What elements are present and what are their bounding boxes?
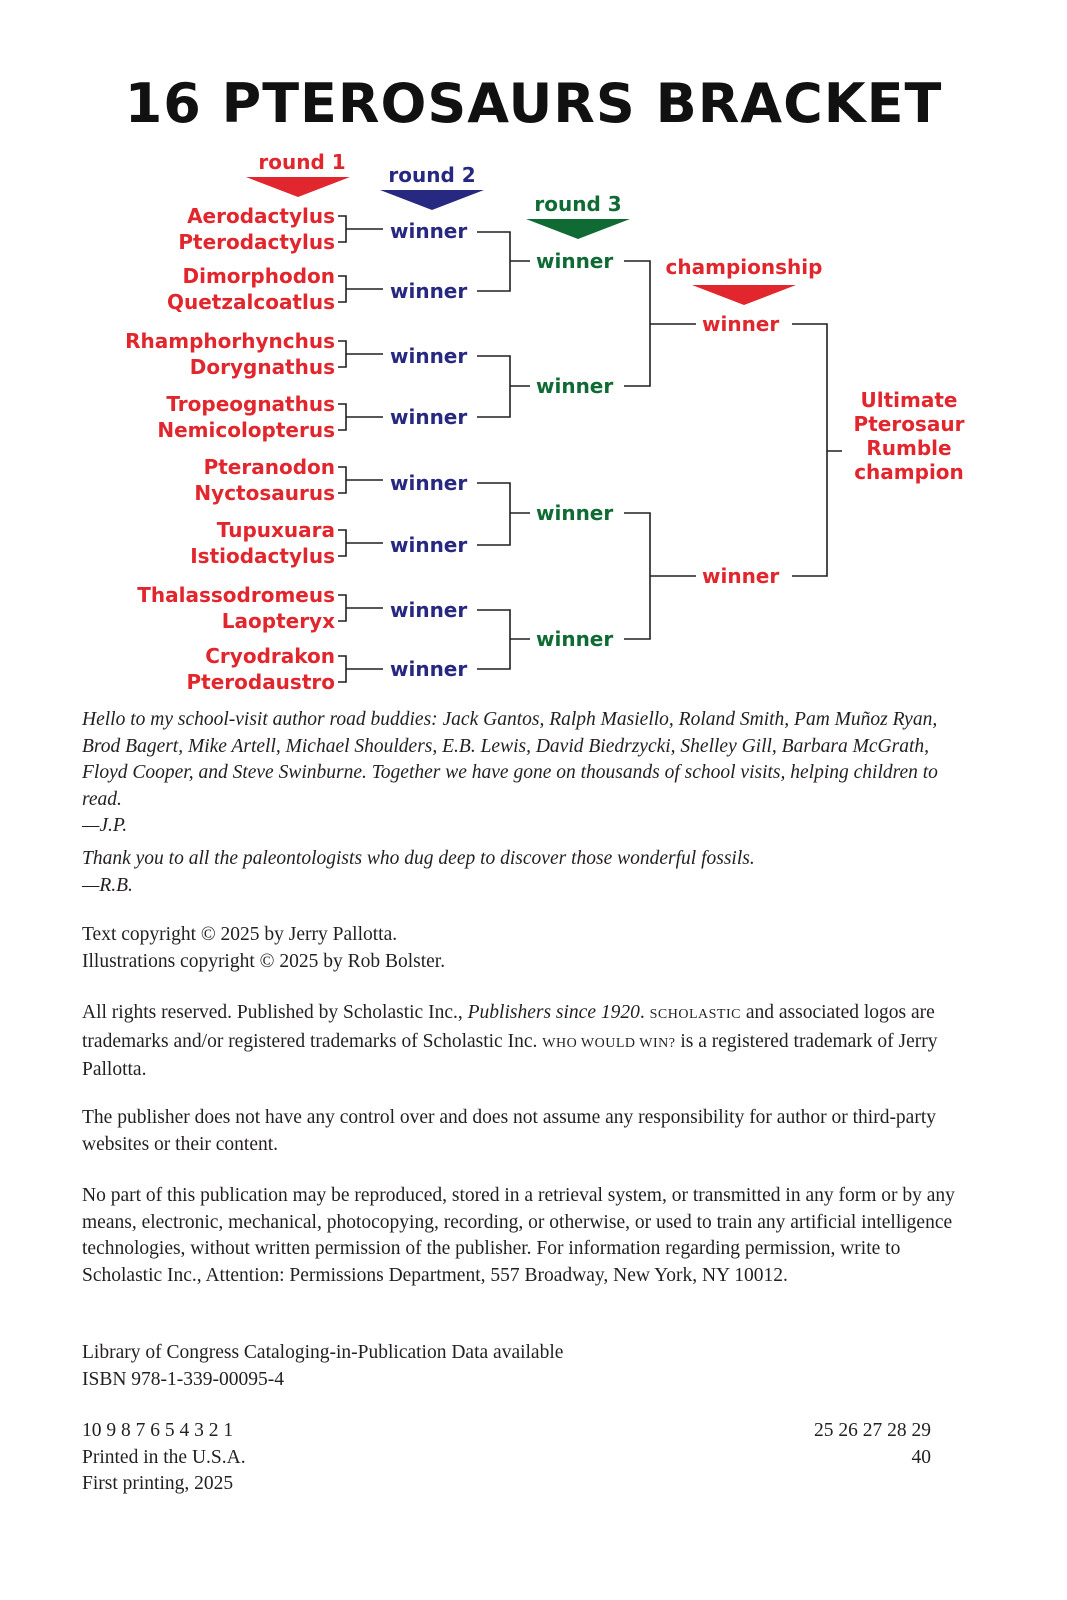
round3-winner-4: winner [536, 627, 614, 651]
competitor-pterodactylus: Pterodactylus [178, 230, 335, 254]
scholastic-trademark: SCHOLASTIC [649, 1007, 741, 1022]
champion-line-3: Rumble [866, 436, 952, 460]
dedication-rb-signature: —R.B. [82, 874, 133, 896]
rights-part2: . [639, 1002, 650, 1023]
r1-bracket-6 [338, 530, 383, 556]
round2-arrow [380, 190, 484, 210]
round2-winner-8: winner [390, 657, 468, 681]
publishers-since: Publishers since 1920 [467, 1002, 640, 1023]
r1-bracket-8 [338, 656, 383, 682]
rights-statement [82, 1000, 962, 1084]
round2-winner-1: winner [390, 219, 468, 243]
dedication-jp [82, 707, 972, 840]
r2-bracket-4 [477, 610, 530, 669]
champion-label [844, 388, 974, 484]
dedication-rb [82, 846, 972, 899]
championship-label: championship [665, 255, 823, 279]
competitor-thalassodromeus: Thalassodromeus [137, 583, 335, 607]
printing-numbers: 10 9 8 7 6 5 4 3 2 1 [82, 1420, 234, 1441]
competitor-laopteryx: Laopteryx [221, 609, 335, 633]
r1-bracket-1 [338, 216, 383, 242]
disclaimer: The publisher does not have any control over and does not assume any responsibility for author or third-party websites or their content. [82, 1107, 937, 1155]
illustrations-copyright: Illustrations copyright © 2025 by Rob Bolster. [82, 950, 446, 972]
round1-arrow [246, 177, 350, 197]
text-copyright: Text copyright © 2025 by Jerry Pallotta. [82, 924, 398, 945]
champion-line-4: champion [854, 460, 964, 484]
championship-arrow [692, 285, 796, 305]
round3-winner-2: winner [536, 374, 614, 398]
round2-winner-5: winner [390, 471, 468, 495]
round2-winner-7: winner [390, 598, 468, 622]
competitor-pteranodon: Pteranodon [203, 455, 335, 479]
r1-bracket-2 [338, 276, 383, 302]
competitor-rhamphorhynchus: Rhamphorhynchus [125, 329, 335, 353]
competitor-nemicolopterus: Nemicolopterus [157, 418, 335, 442]
round3-winner-1: winner [536, 249, 614, 273]
printing-right [731, 1418, 931, 1471]
rights-part4: is a registered trademark of Jerry Pallotta. [82, 1030, 938, 1080]
competitor-quetzalcoatlus: Quetzalcoatlus [166, 290, 335, 314]
round2-label: round 2 [388, 163, 476, 187]
round2-winner-4: winner [390, 405, 468, 429]
printing-years: 25 26 27 28 29 [814, 1420, 931, 1441]
r1-bracket-4 [338, 404, 383, 430]
cip-data: Library of Congress Cataloging-in-Publication Data available [82, 1342, 564, 1363]
champion-line-1: Ultimate [860, 388, 958, 412]
r2-bracket-1 [477, 232, 530, 291]
dedication-jp-signature: —J.P. [82, 815, 128, 836]
r1-bracket-3 [338, 341, 383, 367]
who-would-win-trademark: WHO WOULD WIN? [542, 1035, 676, 1051]
competitor-tupuxuara: Tupuxuara [216, 518, 335, 542]
permissions-notice: No part of this publication may be reproduced, stored in a retrieval system, or transmitted in any form or by any means, electronic, mechanical, photocopying, recording, or otherwise, or used to train any artificial intelligence technologies, without written permission of the publisher. For information regarding permission, write to Scholastic Inc., Attention: Permissions Department, 557 Broadway, New York, NY 10012. [82, 1185, 955, 1286]
rights-part3: and associated logos are trademarks and/or registered trademarks of Scholastic Inc. [82, 1002, 935, 1052]
competitor-tropeognathus: Tropeognathus [166, 392, 335, 416]
cip-block [82, 1340, 982, 1393]
final-winner-1: winner [702, 312, 780, 336]
r1-bracket-5 [338, 467, 383, 493]
printing-code: 40 [911, 1446, 931, 1468]
competitor-pterodaustro: Pterodaustro [186, 670, 335, 694]
round3-winner-3: winner [536, 501, 614, 525]
competitor-istiodactylus: Istiodactylus [190, 544, 335, 568]
competitor-aerodactylus: Aerodactylus [187, 204, 335, 228]
round2-winner-2: winner [390, 279, 468, 303]
page-title: 16 PTEROSAURS BRACKET [124, 72, 943, 135]
copyright-block [82, 922, 982, 975]
r2-bracket-2 [477, 356, 530, 417]
r1-bracket-7 [338, 595, 383, 621]
competitor-cryodrakon: Cryodrakon [205, 644, 335, 668]
final-bracket [792, 324, 842, 576]
rights-part1: All rights reserved. Published by Scholastic Inc., [82, 1002, 468, 1023]
round2-winner-3: winner [390, 344, 468, 368]
competitor-nyctosaurus: Nyctosaurus [194, 481, 335, 505]
competitor-dimorphodon: Dimorphodon [182, 264, 335, 288]
dedication-rb-text: Thank you to all the paleontologists who dug deep to discover those wonderful fossils. [82, 848, 755, 869]
r2-bracket-3 [477, 483, 530, 545]
r3-bracket-2 [624, 513, 696, 639]
round2-winner-6: winner [390, 533, 468, 557]
dedication-jp-text: Hello to my school-visit author road buddies: Jack Gantos, Ralph Masiello, Roland Smith, Pam Muñoz Ryan, Brod Bagert, Mike Artell, Michael Shoulders, E.B. Lewis, David Biedrzycki, Shelley Gill, Barbara McGrath, Floyd Cooper, and Steve Swinburne. Together we have gone on thousands of school visits, helping children to read. [82, 709, 938, 810]
round3-label: round 3 [534, 192, 622, 216]
competitor-dorygnathus: Dorygnathus [189, 355, 335, 379]
round1-label: round 1 [258, 150, 346, 174]
round3-arrow [526, 219, 630, 239]
isbn: ISBN 978-1-339-00095-4 [82, 1368, 285, 1390]
printed-in: Printed in the U.S.A. [82, 1446, 246, 1468]
champion-line-2: Pterosaur [853, 412, 965, 436]
final-winner-2: winner [702, 564, 780, 588]
first-printing: First printing, 2025 [82, 1473, 234, 1494]
